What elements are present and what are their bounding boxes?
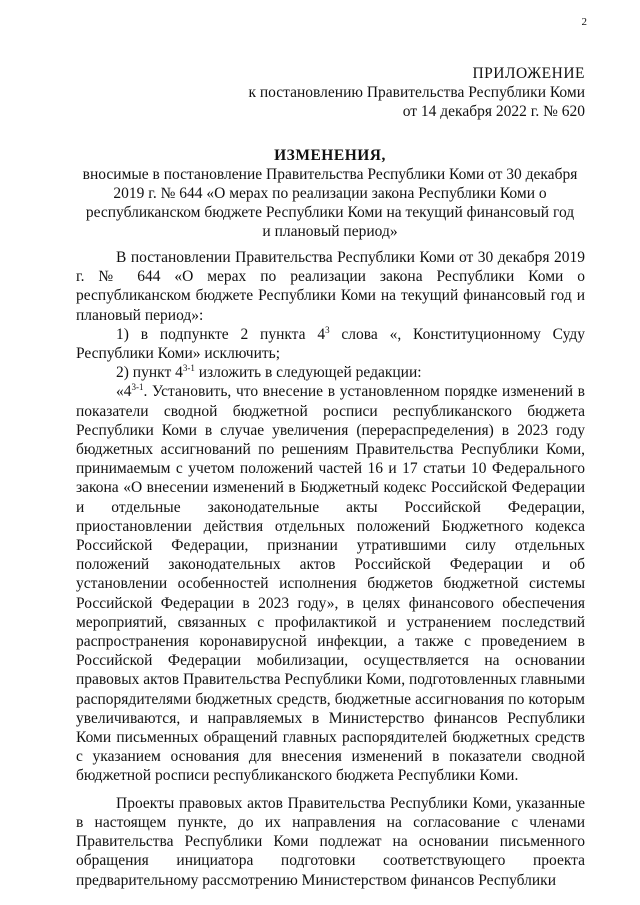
appendix-title: ПРИЛОЖЕНИЕ: [472, 65, 585, 82]
item-1-superscript: 3: [325, 324, 330, 335]
quoted-point-paragraph: [76, 382, 585, 785]
appendix-header: [248, 64, 585, 121]
intro-paragraph: В постановлении Правительства Республики Коми от 30 декабря 2019 г. № 644 «О мерах по реализации закона Республики Коми о республиканском бюджете Республики Коми на текущий финансовый год и плановый период»:: [76, 249, 585, 324]
item-1-end: слова «, Конституционному Суду Республики Коми» исключить;: [76, 325, 585, 363]
changes-subtitle: вносимые в постановление Правительства Республики Коми от 30 декабря 2019 г. № 644 «О мерах по реализации закона Республики Коми о республиканском бюджете Республики Коми на текущий финансовый год и плановый период»: [82, 166, 578, 240]
item-2-paragraph: [76, 363, 585, 382]
page-number: 2: [581, 16, 587, 28]
item-2-superscript: 3-1: [182, 363, 195, 374]
quote-start: «4: [116, 383, 132, 401]
item-2-start: 2) пункт 4: [116, 364, 183, 382]
document-body: [76, 248, 585, 890]
item-1-start: 1) в подпункте 2 пункта 4: [116, 325, 326, 343]
item-1-paragraph: [76, 325, 585, 363]
quote-superscript: 3-1: [131, 382, 144, 393]
quote-text: . Установить, что внесение в установленном порядке изменений в показатели сводной бюджетной росписи республиканского бюджета Республики Коми в случае увеличения (перераспределения) в 2023 году бюджетных ассигнований по решениям Правительства Республики Коми, принимаемым с учетом положений частей 16 и 17 статьи 10 Федерального закона «О внесении изменений в Бюджетный кодекс Российской Федерации и отдельные законодательные акты Российской Федерации, приостановлении действия отдельных положений Бюджетного кодекса Российской Федерации, признании утратившими силу отдельных положений законодательных актов Российской Федерации и об установлении особенностей исполнения бюджетов бюджетной системы Российской Федерации в 2023 году», в целях финансового обеспечения мероприятий, связанных с профилактикой и устранением последствий распространения коронавирусной инфекции, а также с проведением в Российской Федерации мобилизации, осуществляется на основании правовых актов Правительства Республики Коми, подготовленных главными распорядителями бюджетных средств, бюджетные ассигнования по которым увеличиваются, и направляемых в Министерство финансов Республики Коми письменных обращений главных распорядителей бюджетных средств с указанием основания для внесения изменений в показатели сводной бюджетной росписи республиканского бюджета Республики Коми.: [76, 383, 585, 785]
appendix-line-1: к постановлению Правительства Республики Коми: [248, 84, 585, 101]
appendix-line-2: от 14 декабря 2022 г. № 620: [402, 103, 585, 120]
changes-title: ИЗМЕНЕНИЯ,: [274, 147, 386, 164]
item-2-end: изложить в следующей редакции:: [194, 364, 422, 382]
changes-heading: [80, 146, 580, 241]
projects-paragraph: Проекты правовых актов Правительства Республики Коми, указанные в настоящем пункте, до их направления на согласование с членами Правительства Республики Коми подлежат на основании письменного обращения инициатора подготовки соответствующего проекта предварительному рассмотрению Министерством финансов Республики: [76, 794, 585, 889]
